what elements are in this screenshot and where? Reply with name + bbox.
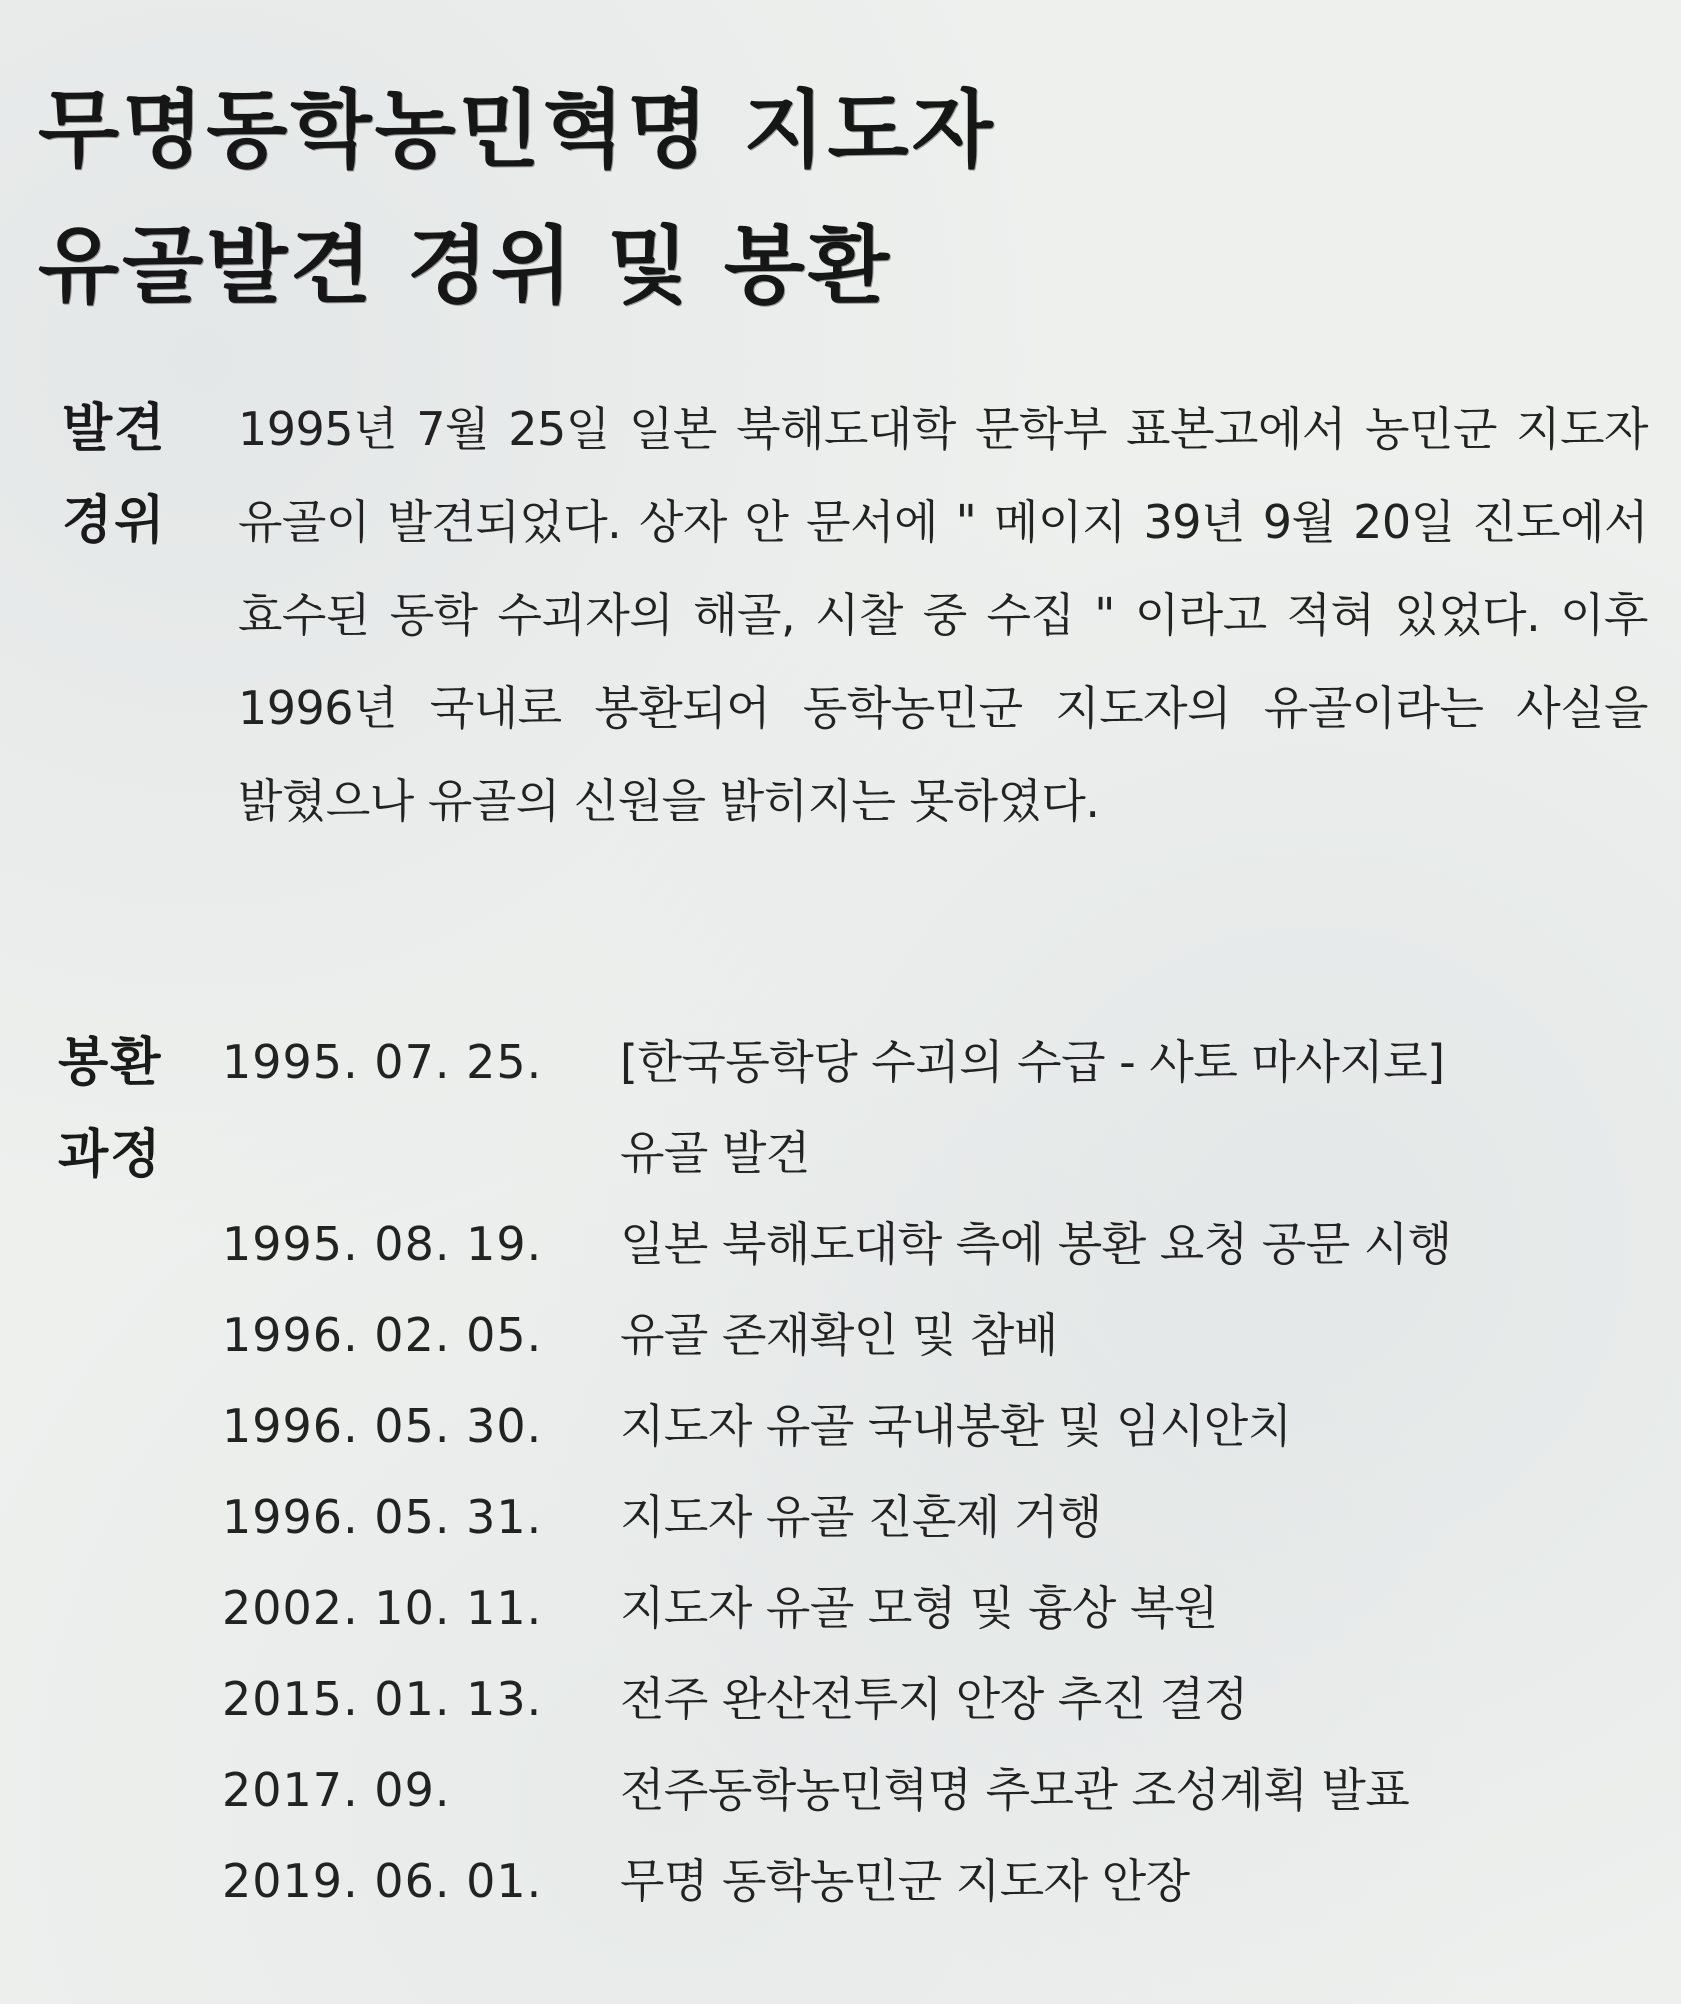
timeline-row — [222, 1472, 1652, 1563]
timeline-date: 2017. 09. — [222, 1763, 451, 1817]
timeline-row — [222, 1290, 1652, 1381]
timeline-row — [222, 1017, 1652, 1199]
discovery-paragraph: 1995년 7월 25일 일본 북해도대학 문학부 표본고에서 농민군 지도자 유골이 발견되었다. 상자 안 문서에 " 메이지 39년 9월 20일 진도에서 효수된 동학 수괴자의 해골, 시찰 중 수집 " 이라고 적혀 있었다. 이후 1996년 국내로 봉환되어 동학농민군 지도자의 유골이라는 사실을 밝혔으나 유골의 신원을 밝히지는 못하였다. — [238, 402, 1648, 828]
timeline-row — [222, 1199, 1652, 1290]
timeline-event: 전주 완산전투지 안장 추진 결정 — [620, 1672, 1248, 1726]
repatriation-label-line-1: 봉환 — [58, 1033, 163, 1093]
timeline-event: 무명 동학농민군 지도자 안장 — [620, 1854, 1190, 1908]
timeline-row — [222, 1654, 1652, 1745]
repatriation-timeline — [222, 1017, 1652, 1927]
timeline-event: [한국동학당 수괴의 수급 - 사토 마사지로] 유골 발견 — [620, 1035, 1445, 1180]
title-line-1: 무명동학농민혁명 지도자 — [38, 81, 996, 179]
discovery-label-line-2: 경위 — [62, 491, 167, 551]
timeline-date: 1996. 05. 30. — [222, 1399, 543, 1453]
timeline-row — [222, 1836, 1652, 1927]
timeline-date: 2002. 10. 11. — [222, 1581, 543, 1635]
timeline-date: 1996. 05. 31. — [222, 1490, 543, 1544]
timeline-event: 일본 북해도대학 측에 봉환 요청 공문 시행 — [620, 1217, 1452, 1271]
timeline-date: 1995. 08. 19. — [222, 1217, 543, 1271]
repatriation-label-line-2: 과정 — [58, 1125, 163, 1185]
repatriation-label — [58, 1017, 162, 1201]
timeline-event: 지도자 유골 모형 및 흉상 복원 — [620, 1581, 1218, 1635]
page-title — [38, 62, 996, 334]
timeline-event: 전주동학농민혁명 추모관 조성계획 발표 — [620, 1763, 1410, 1817]
title-line-2: 유골발견 경위 및 봉환 — [38, 217, 893, 315]
timeline-row — [222, 1745, 1652, 1836]
timeline-row — [222, 1381, 1652, 1472]
timeline-event: 유골 존재확인 및 참배 — [620, 1308, 1058, 1362]
timeline-date: 2015. 01. 13. — [222, 1672, 543, 1726]
timeline-row — [222, 1563, 1652, 1654]
timeline-date: 2019. 06. 01. — [222, 1854, 543, 1908]
timeline-event: 지도자 유골 국내봉환 및 임시안치 — [620, 1399, 1292, 1453]
discovery-label — [62, 383, 166, 567]
timeline-event: 지도자 유골 진혼제 거행 — [620, 1490, 1102, 1544]
timeline-date: 1996. 02. 05. — [222, 1308, 543, 1362]
discovery-label-line-1: 발견 — [62, 399, 167, 459]
timeline-date: 1995. 07. 25. — [222, 1035, 543, 1089]
